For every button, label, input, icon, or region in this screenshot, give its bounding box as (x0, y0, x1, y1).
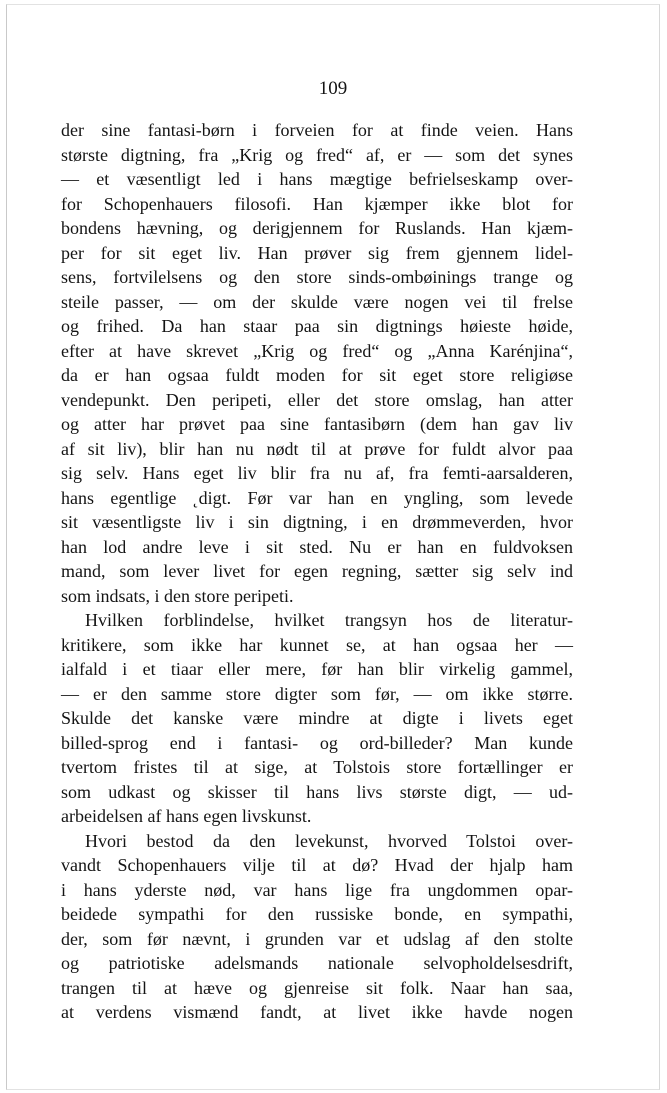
text-line: i hans yderste nød, var hans lige fra ungdommen opar- (61, 879, 573, 900)
text-line: sit væsentligste liv i sin digtning, i en drømmeverden, hvor (61, 512, 573, 532)
text-line: efter at have skrevet „Krig og fred“ og „Anna Karénjina“, (61, 340, 573, 361)
text-line: billed-sprog end i fantasi- og ord-billeder? Man kunde (61, 732, 573, 753)
text-line: — et væsentligt led i hans mægtige befrielseskamp over- (61, 169, 573, 189)
text-line: største digtning, fra „Krig og fred“ af, er — som det synes (61, 144, 573, 165)
text-line: og patriotiske adelsmands nationale selvopholdelsesdrift, (61, 953, 573, 973)
book-page (6, 4, 660, 1090)
text-line: Hvilken forblindelse, hvilket trangsyn hos de literatur- (85, 610, 573, 630)
text-line: steile passer, — om der skulde være nogen vei til frelse (61, 291, 573, 312)
text-line: der, som før nævnt, i grunden var et udslag af den stolte (61, 928, 573, 949)
text-line: at verdens vismænd fandt, at livet ikke havde nogen (61, 1002, 573, 1022)
text-line: vandt Schopenhauers vilje til at dø? Hvad der hjalp ham (61, 855, 573, 875)
text-line: — er den samme store digter som før, — om ikke større. (61, 683, 573, 704)
text-line: vendepunkt. Den peripeti, eller det store omslag, han atter (61, 389, 573, 410)
text-line: der sine fantasi-børn i forveien for at finde veien. Hans (61, 120, 573, 140)
text-line: sig selv. Hans eget liv blir fra nu af, fra femti-aarsalderen, (61, 463, 573, 483)
text-line: som udkast og skisser til hans livs største digt, — ud- (61, 781, 573, 802)
text-line: af sit liv), blir han nu nødt til at prøve for fuldt alvor paa (61, 438, 573, 459)
text-line: kritikere, som ikke har kunnet se, at han ogsaa her — (61, 634, 573, 655)
text-line: og frihed. Da han staar paa sin digtnings høieste høide, (61, 316, 573, 336)
text-line: arbeidelsen af hans egen livskunst. (61, 806, 312, 826)
text-line: ialfald i et tiaar eller mere, før han blir virkelig gammel, (61, 659, 573, 679)
text-line: Skulde det kanske være mindre at digte i livets eget (61, 708, 573, 728)
text-line: per for sit eget liv. Han prøver sig frem gjennem lidel- (61, 242, 573, 263)
text-line: da er han ogsaa fuldt moden for sit eget store religiøse (61, 365, 573, 385)
page-number: 109 (318, 78, 348, 99)
text-line: tvertom fristes til at sige, at Tolstois store fortællinger er (61, 757, 573, 777)
text-line: Hvori bestod da den levekunst, hvorved Tolstoi over- (85, 830, 573, 851)
text-line: sens, fortvilelsens og den store sinds-ombøinings trange og (61, 267, 573, 287)
text-line: og atter har prøvet paa sine fantasibørn (dem han gav liv (61, 414, 573, 434)
body-text (61, 118, 573, 1025)
text-line: trangen til at hæve og gjenreise sit folk. Naar han saa, (61, 977, 573, 998)
text-line: som indsats, i den store peripeti. (61, 585, 294, 606)
text-line: mand, som lever livet for egen regning, sætter sig selv ind (61, 561, 573, 581)
text-line: for Schopenhauers filosofi. Han kjæmper ikke blot for (61, 193, 573, 214)
text-line: beidede sympathi for den russiske bonde, en sympathi, (61, 904, 573, 924)
text-line: han lod andre leve i sit sted. Nu er han en fuldvoksen (61, 536, 573, 557)
text-line: bondens hævning, og derigjennem for Ruslands. Han kjæm- (61, 218, 573, 238)
text-line: hans egentlige ˛digt. Før var han en yngling, som levede (61, 487, 573, 508)
